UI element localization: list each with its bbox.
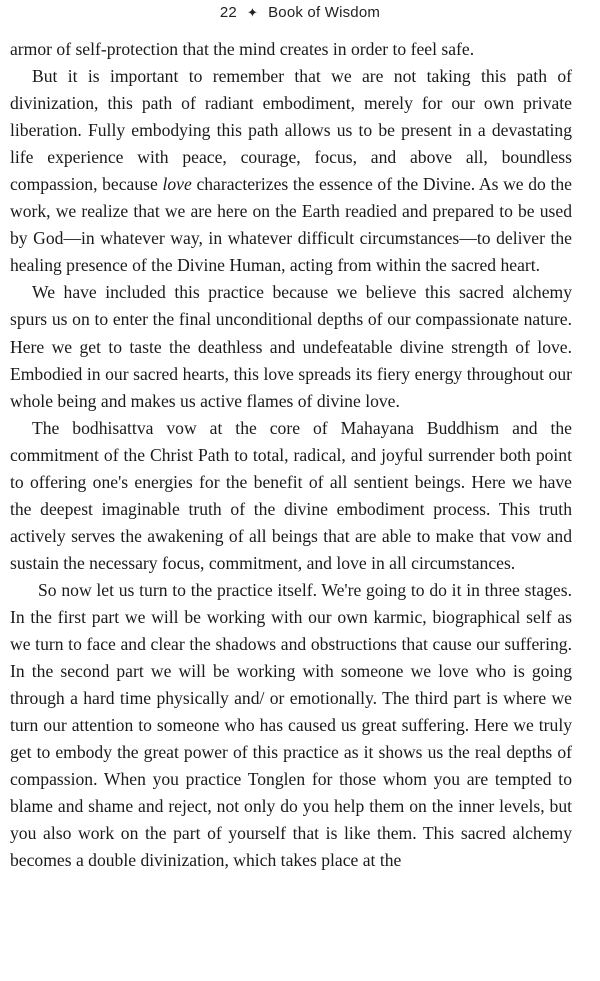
paragraph <box>10 63 572 279</box>
paragraph <box>10 577 572 875</box>
book-title: Book of Wisdom <box>268 4 381 21</box>
paragraph <box>10 415 572 577</box>
paragraph-text-tail: characterizes the essence of the Divine. As we do the work, we realize that we are here on the Earth readied and prepared to be used by God—in whatever way, in whatever difficult circumstances—to deliver the healing presence of the Divine Human, acting from within the sacred heart. <box>10 174 572 276</box>
paragraph-text: We have included this practice because we believe this sacred alchemy spurs us on to enter the final unconditional depths of our compassionate nature. Here we get to taste the deathless and undefeatable divine strength of love. Embodied in our sacred hearts, this love spreads its fiery energy throughout our whole being and makes us active flames of divine love. <box>10 282 572 411</box>
page-number: 22 <box>219 4 237 21</box>
paragraph <box>10 279 572 414</box>
paragraph-text: So now let us turn to the practice itself. We're going to do it in three stages. In the first part we will be working with our own karmic, biographical self as we turn to face and clear the shadows and obstructions that cause our suffering. In the second part we will be working with someone we love who is going through a hard time physically and/ or emotionally. The third part is where we turn our attention to someone who has caused us great suffering. Here we truly get to embody the great power of this practice as it shows us the real depths of compassion. When you practice Tonglen for those whom you are tempted to blame and shame and reject, not only do you help them on the inner levels, but you also work on the part of yourself that is like them. This sacred alchemy becomes a double divinization, which takes place at the <box>10 579 572 871</box>
paragraph-text: The bodhisattva vow at the core of Mahayana Buddhism and the commitment of the Christ Path to total, radical, and joyful surrender both point to offering one's energies for the benefit of all sentient beings. Here we have the deepest imaginable truth of the divine embodiment process. This truth actively serves the awakening of all beings that are able to make that vow and sustain the necessary focus, commitment, and love in all circumstances. <box>10 417 572 573</box>
emphasis-word: love <box>162 174 192 195</box>
running-header <box>0 4 600 21</box>
paragraph-continued <box>10 36 572 63</box>
paragraph-text: But it is important to remember that we are not taking this path of divinization, this path of radiant embodiment, merely for our own private liberation. Fully embodying this path allows us to be present in a devastating life experience with peace, courage, focus, and above all, boundless compassion, because <box>10 66 572 195</box>
ornament-star-icon: ✦ <box>246 5 259 20</box>
paragraph-text: armor of self-protection that the mind creates in order to feel safe. <box>10 39 475 59</box>
body-text <box>10 36 572 874</box>
